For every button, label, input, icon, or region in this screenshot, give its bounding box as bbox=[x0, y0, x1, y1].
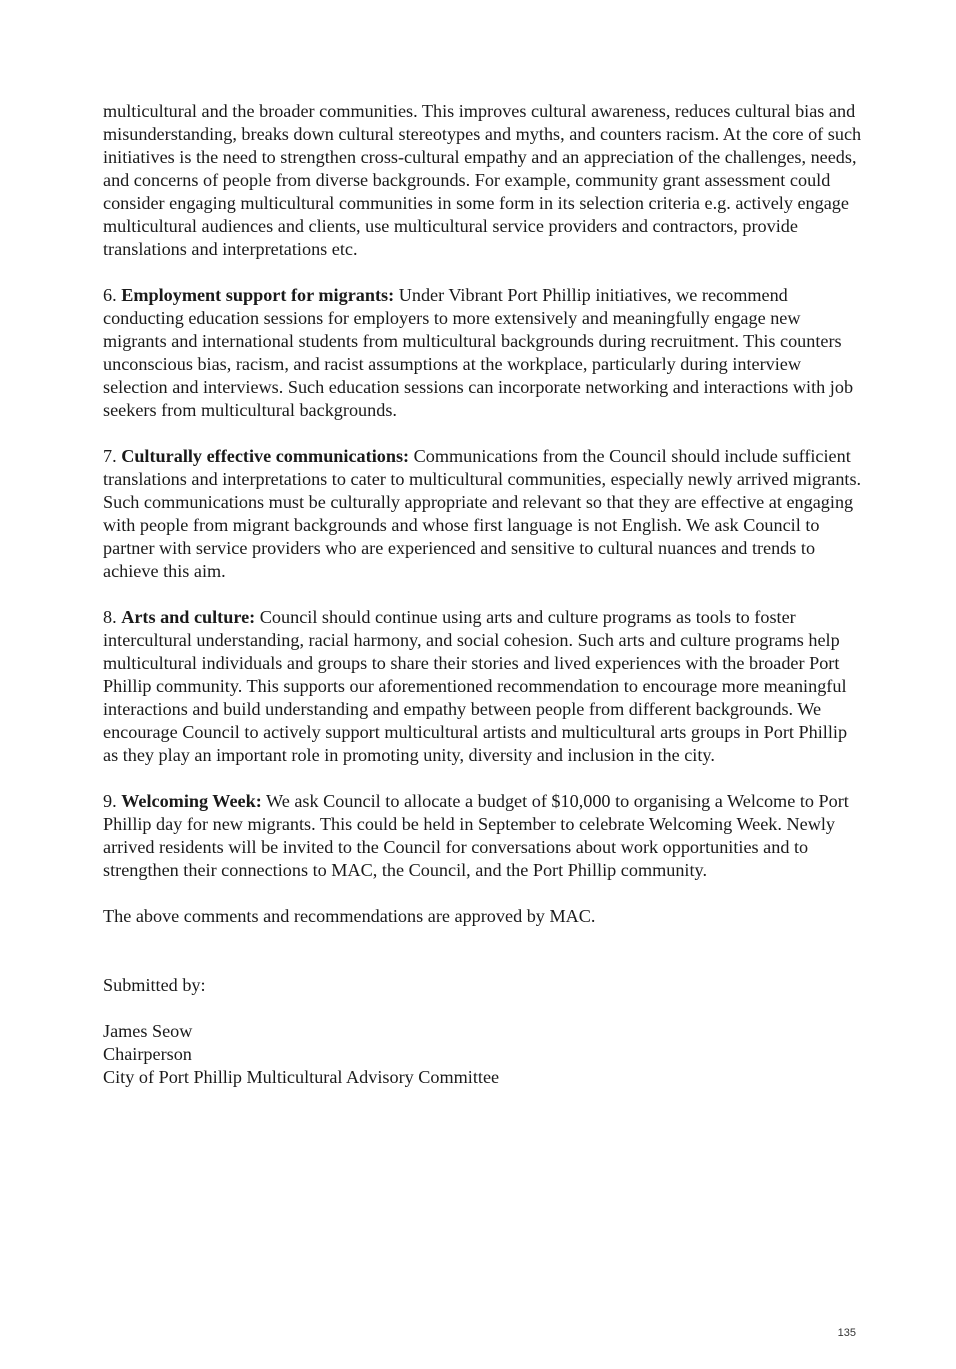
item-heading: Employment support for migrants: bbox=[121, 285, 395, 305]
recommendation-9 bbox=[103, 790, 863, 882]
item-number: 8. bbox=[103, 607, 117, 627]
item-body: Under Vibrant Port Phillip initiatives, we recommend conducting education sessions for employers to more extensively and meaningfully engage new migrants and international students from multicultural backgrounds during recruitment. This counters unconscious bias, racism, and racist assumptions at the workplace, particularly during interview selection and interviews. Such education sessions can incorporate networking and interactions with job seekers from multicultural backgrounds. bbox=[103, 285, 854, 420]
item-number: 9. bbox=[103, 791, 117, 811]
item-body: Council should continue using arts and culture programs as tools to foster intercultural understanding, racial harmony, and social cohesion. Such arts and culture programs help multicultural individuals and groups to share their stories and lived experiences with the broader Port Phillip community. This supports our aforementioned recommendation to encourage more meaningful interactions and build understanding and empathy between people from different backgrounds. We encourage Council to actively support multicultural artists and multicultural arts groups in Port Phillip as they play an important role in promoting unity, diversity and inclusion in the city. bbox=[103, 607, 848, 765]
item-heading: Welcoming Week: bbox=[121, 791, 262, 811]
item-number: 7. bbox=[103, 446, 117, 466]
signatory-title: Chairperson bbox=[103, 1044, 192, 1064]
approval-statement: The above comments and recommendations are approved by MAC. bbox=[103, 906, 596, 926]
intro-paragraph: multicultural and the broader communities. This improves cultural awareness, reduces cultural bias and misunderstanding, breaks down cultural stereotypes and myths, and counters racism. At the core of such initiatives is the need to strengthen cross-cultural empathy and an appreciation of the challenges, needs, and concerns of people from diverse backgrounds. For example, community grant assessment could consider engaging multicultural communities in some form in its selection criteria e.g. actively engage multicultural audiences and clients, use multicultural service providers and contractors, provide translations and interpretations etc. bbox=[103, 101, 862, 259]
recommendation-6 bbox=[103, 284, 863, 422]
item-body: We ask Council to allocate a budget of $10,000 to organising a Welcome to Port Phillip day for new migrants. This could be held in September to celebrate Welcoming Week. Newly arrived residents will be invited to the Council for conversations about work opportunities and to strengthen their connections to MAC, the Council, and the Port Phillip community. bbox=[103, 791, 849, 880]
submitted-by-label: Submitted by: bbox=[103, 975, 206, 995]
recommendation-8 bbox=[103, 606, 863, 767]
signatory-organisation: City of Port Phillip Multicultural Advisory Committee bbox=[103, 1067, 500, 1087]
item-heading: Culturally effective communications: bbox=[121, 446, 410, 466]
page-number: 135 bbox=[837, 1327, 856, 1339]
document-body bbox=[103, 100, 863, 1112]
signature-block bbox=[103, 1020, 863, 1089]
item-number: 6. bbox=[103, 285, 117, 305]
recommendation-7 bbox=[103, 445, 863, 583]
item-heading: Arts and culture: bbox=[121, 607, 256, 627]
signatory-name: James Seow bbox=[103, 1021, 193, 1041]
item-body: Communications from the Council should include sufficient translations and interpretations to cater to multicultural communities, especially newly arrived migrants. Such communications must be culturally appropriate and relevant so that they are effective at engaging with people from migrant backgrounds and whose first language is not English. We ask Council to partner with service providers who are experienced and sensitive to cultural nuances and trends to achieve this aim. bbox=[103, 446, 862, 581]
